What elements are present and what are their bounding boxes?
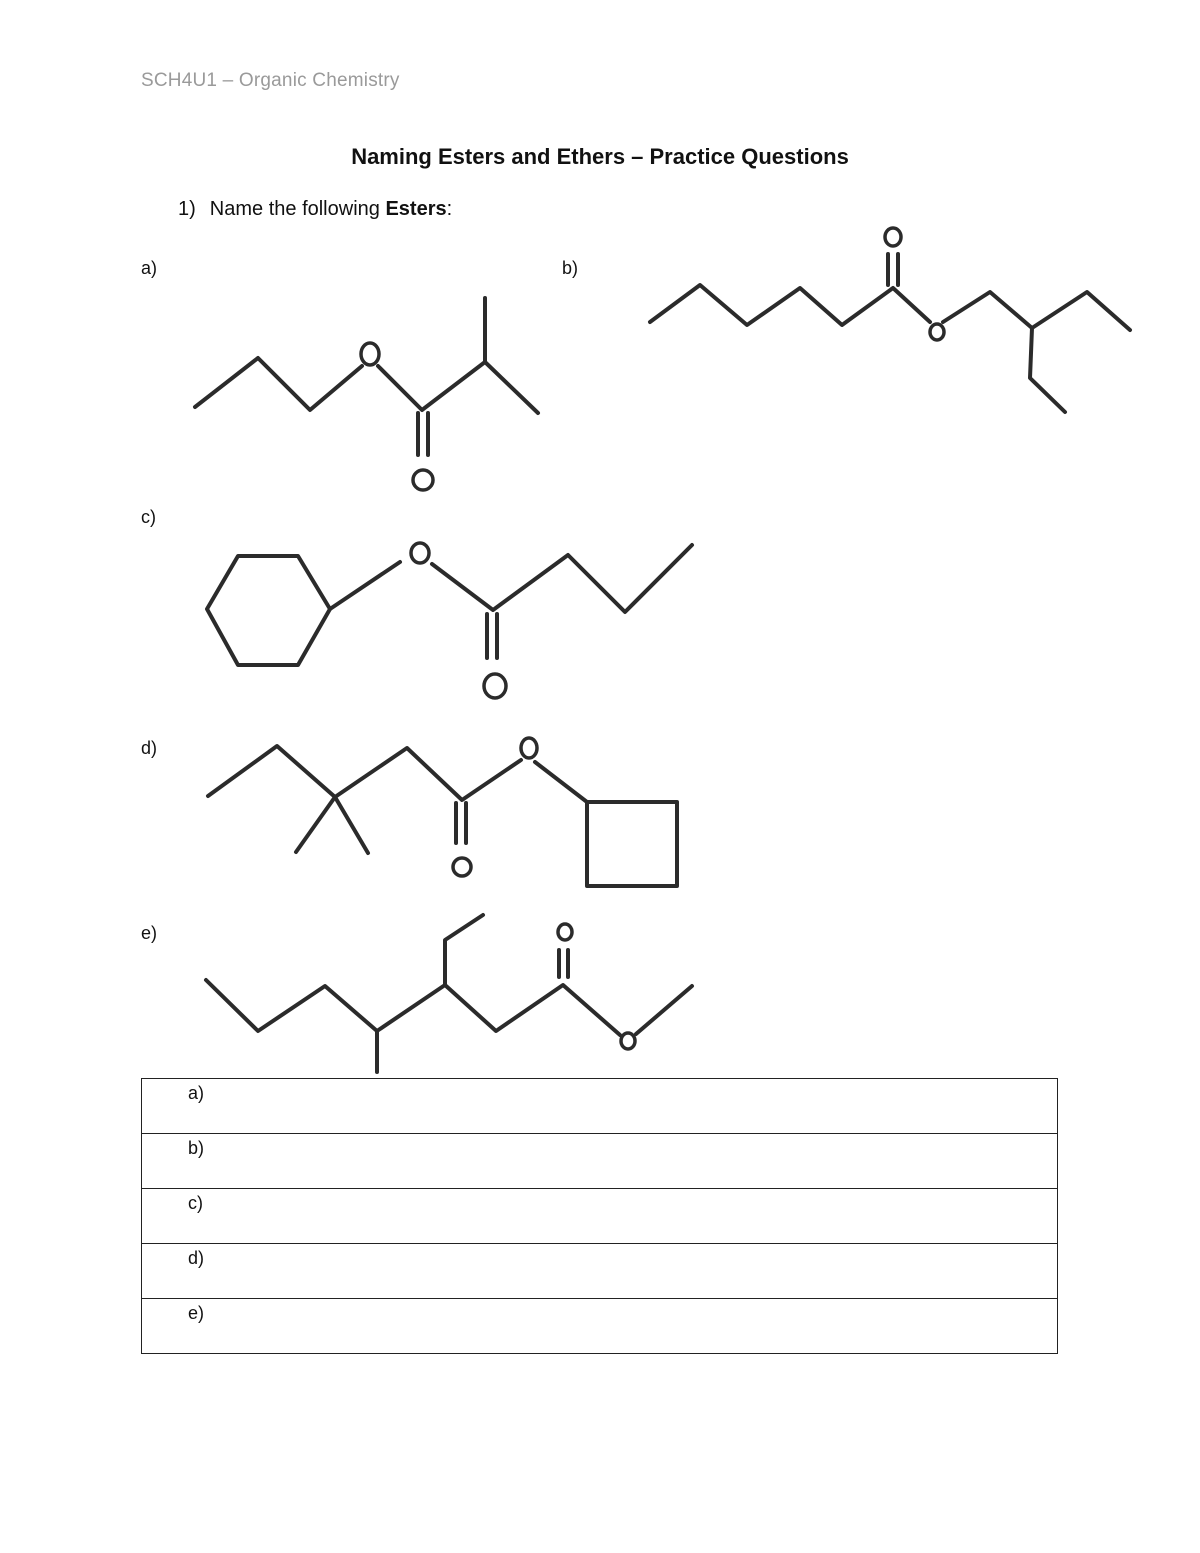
answer-row-a — [142, 1079, 1058, 1134]
answer-cell-c[interactable]: c) — [142, 1189, 1058, 1244]
part-label-a: a) — [141, 258, 158, 278]
part-label-b: b) — [562, 258, 579, 278]
answer-row-e — [142, 1299, 1058, 1354]
answer-cell-d[interactable]: d) — [142, 1244, 1058, 1299]
structure-b — [650, 228, 1130, 412]
structure-d — [208, 738, 677, 886]
oxygen-atom — [558, 924, 572, 940]
question-keyword: Esters — [385, 198, 447, 220]
answer-cell-a[interactable]: a) — [142, 1079, 1058, 1134]
answer-cell-b[interactable]: b) — [142, 1134, 1058, 1189]
answer-row-c — [142, 1189, 1058, 1244]
part-label-e: e) — [141, 923, 158, 943]
part-label-d: d) — [141, 738, 158, 758]
question-prompt: Name the following — [209, 198, 386, 220]
answer-row-d — [142, 1244, 1058, 1299]
oxygen-atom — [413, 470, 433, 490]
answer-cell-e[interactable]: e) — [142, 1299, 1058, 1354]
part-label-c: c) — [141, 507, 156, 527]
answer-row-b — [142, 1134, 1058, 1189]
oxygen-atom — [484, 674, 506, 698]
oxygen-atom — [453, 858, 471, 876]
oxygen-atom — [361, 343, 379, 365]
structure-e — [206, 915, 692, 1072]
question-number: 1) — [178, 198, 196, 220]
question-suffix: : — [446, 198, 453, 220]
oxygen-atom — [930, 324, 944, 340]
oxygen-atom — [411, 543, 429, 563]
oxygen-atom — [621, 1033, 635, 1049]
oxygen-atom — [885, 228, 901, 246]
page-title: Naming Esters and Ethers – Practice Questions — [351, 144, 849, 169]
course-header: SCH4U1 – Organic Chemistry — [141, 70, 400, 91]
answer-table — [141, 1078, 1058, 1354]
structure-a — [195, 298, 538, 490]
oxygen-atom — [521, 738, 537, 758]
structure-c — [207, 543, 692, 698]
